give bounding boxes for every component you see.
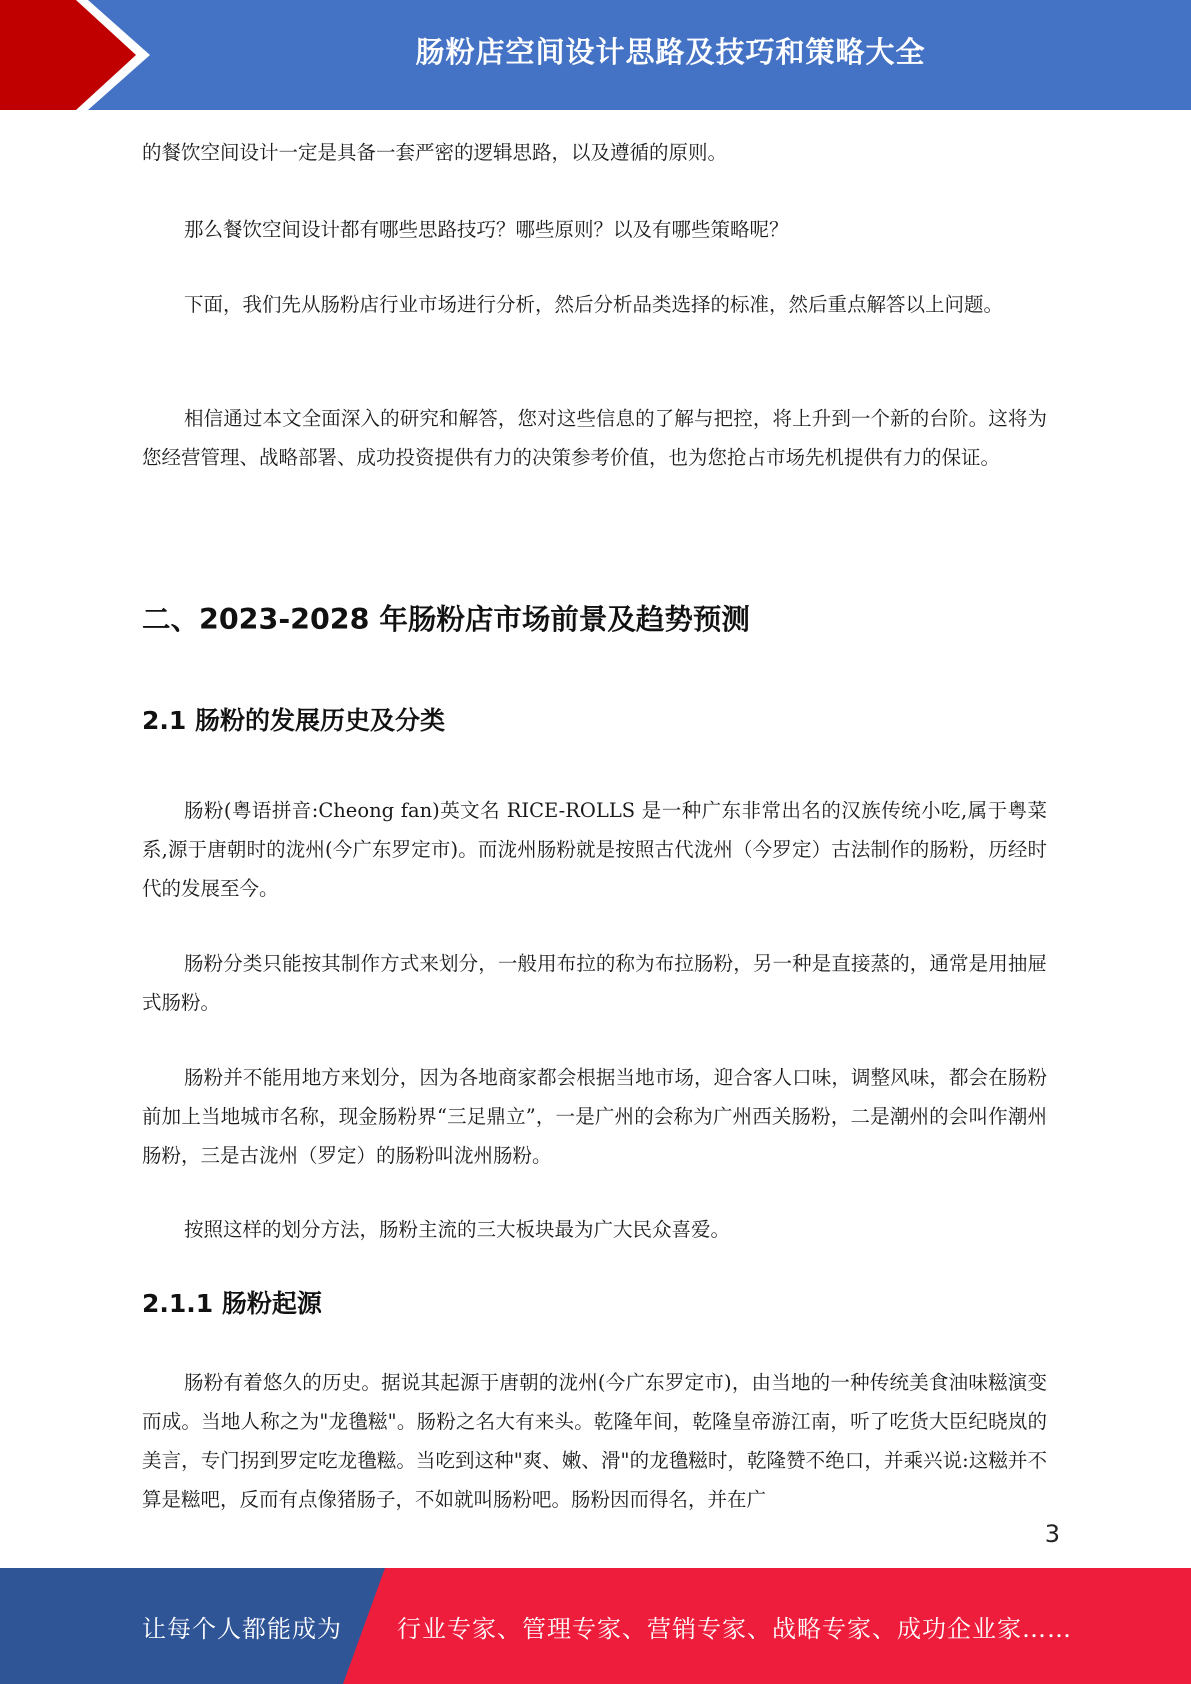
page-header	[0, 0, 1191, 110]
section-heading: 二、2023-2028 年肠粉店市场前景及趋势预测	[142, 603, 750, 636]
subsubsection-heading: 2.1.1 肠粉起源	[142, 1289, 322, 1318]
header-title: 肠粉店空间设计思路及技巧和策略大全	[415, 34, 926, 69]
page-footer	[0, 1568, 1191, 1684]
paragraph-continued: 的餐饮空间设计一定是具备一套严密的逻辑思路，以及遵循的原则。	[142, 141, 728, 164]
page-number: 3	[1044, 1520, 1060, 1548]
paragraph: 那么餐饮空间设计都有哪些思路技巧？哪些原则？以及有哪些策略呢？	[184, 218, 789, 241]
paragraph: 肠粉分类只能按其制作方式来划分，一般用布拉的称为布拉肠粉，另一种是直接蒸的，通常是用抽屉式肠粉。	[142, 952, 1047, 1014]
paragraph: 肠粉(粤语拼音:Cheong fan)英文名 RICE-ROLLS 是一种广东非常出名的汉族传统小吃,属于粤菜系,源于唐朝时的泷州(今广东罗定市)。而泷州肠粉就是按照古代泷州（今罗定）古法制作的肠粉，历经时代的发展至今。	[142, 799, 1047, 900]
footer-slogan-left: 让每个人都能成为	[142, 1614, 342, 1643]
paragraph: 肠粉并不能用地方来划分，因为各地商家都会根据当地市场，迎合客人口味，调整风味，都会在肠粉前加上当地城市名称，现金肠粉界“三足鼎立”，一是广州的会称为广州西关肠粉，二是潮州的会叫作潮州肠粉，三是古泷州（罗定）的肠粉叫泷州肠粉。	[142, 1066, 1047, 1167]
footer-slogan-right: 行业专家、管理专家、营销专家、战略专家、成功企业家……	[397, 1614, 1072, 1643]
paragraph: 按照这样的划分方法，肠粉主流的三大板块最为广大民众喜爱。	[184, 1218, 731, 1241]
paragraph: 肠粉有着悠久的历史。据说其起源于唐朝的泷州(今广东罗定市)，由当地的一种传统美食油味糍演变而成。当地人称之为"龙氇糍"。肠粉之名大有来头。乾隆年间，乾隆皇帝游江南，听了吃货大臣纪晓岚的美言，专门拐到罗定吃龙氇糍。当吃到这种"爽、嫩、滑"的龙氇糍时，乾隆赞不绝口，并乘兴说:这糍并不算是糍吧，反而有点像猪肠子，不如就叫肠粉吧。肠粉因而得名，并在广	[142, 1371, 1047, 1511]
paragraph: 下面，我们先从肠粉店行业市场进行分析，然后分析品类选择的标准，然后重点解答以上问题。	[184, 293, 1004, 316]
header-arrow-icon	[0, 0, 160, 110]
subsection-heading: 2.1 肠粉的发展历史及分类	[142, 706, 445, 735]
paragraph: 相信通过本文全面深入的研究和解答，您对这些信息的了解与把控，将上升到一个新的台阶。这将为您经营管理、战略部署、成功投资提供有力的决策参考价值，也为您抢占市场先机提供有力的保证。	[142, 407, 1047, 469]
